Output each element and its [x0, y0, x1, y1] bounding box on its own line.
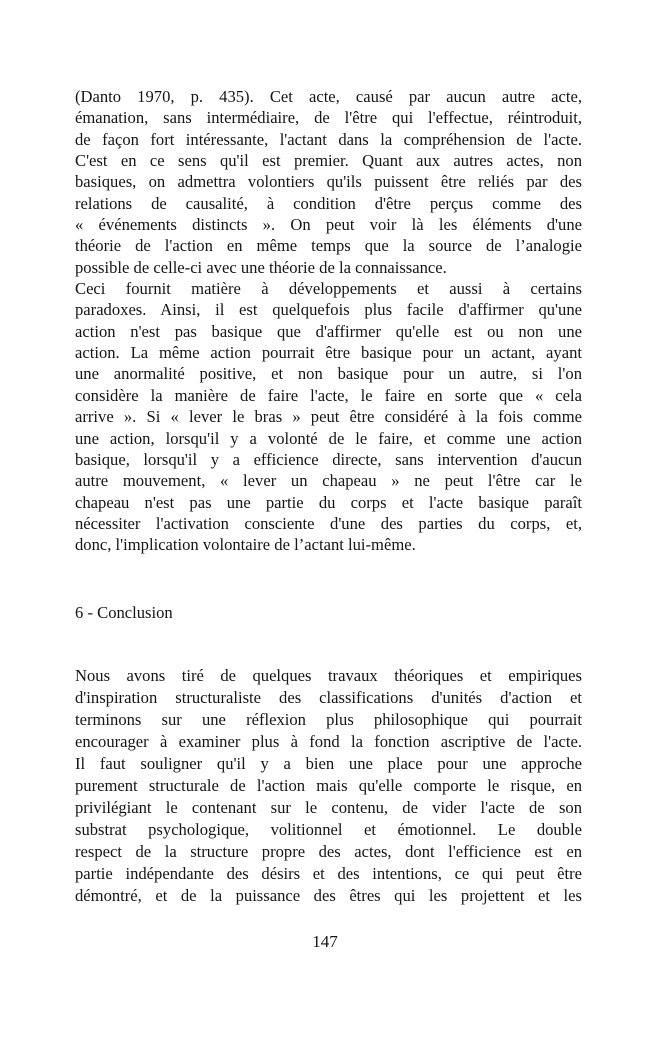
text-line: respect de la structure propre des actes, dont l'efficience est en — [75, 842, 582, 861]
text-line: encourager à examiner plus à fond la fonction ascriptive de l'acte. — [75, 732, 582, 751]
section-heading: 6 - Conclusion — [75, 603, 173, 622]
body-paragraph-1 — [75, 86, 582, 556]
text-line: Il faut souligner qu'il y a bien une place pour une approche — [75, 754, 582, 773]
text-line: Ceci fournit matière à développements et aussi à certains — [75, 279, 582, 299]
text-line: basique, lorsqu'il y a efficience directe, sans intervention d'aucun — [75, 449, 582, 469]
text-line: privilégiant le contenant sur le contenu, de vider l'acte de son — [75, 798, 582, 817]
text-line: arrive ». Si « lever le bras » peut être considéré à la fois comme — [75, 407, 582, 427]
text-line: une action, lorsqu'il y a volonté de le faire, et comme une action — [75, 428, 582, 448]
text-line: (Danto 1970, p. 435). Cet acte, causé par aucun autre acte, — [75, 87, 582, 106]
text-line: terminons sur une réflexion plus philosophique qui pourrait — [75, 710, 582, 729]
text-line: théorie de l'action en même temps que la source de l’analogie — [75, 236, 582, 256]
text-line: « événements distincts ». On peut voir là les éléments d'une — [75, 215, 582, 235]
text-line: basiques, on admettra volontiers qu'ils puissent être reliés par des — [75, 172, 582, 192]
text-line: nécessiter l'activation consciente d'une des parties du corps, et, — [75, 513, 582, 533]
body-paragraph-2 — [75, 665, 582, 907]
text-line: chapeau n'est pas une partie du corps et l'acte basique paraît — [75, 492, 582, 512]
text-line: de façon fort intéressante, l'actant dans la compréhension de l'acte. — [75, 129, 582, 149]
text-line: émanation, sans intermédiaire, de l'être qui l'effectue, réintroduit, — [75, 108, 582, 128]
text-line: d'inspiration structuraliste des classifications d'unités d'action et — [75, 688, 582, 707]
page-number: 147 — [312, 932, 338, 951]
text-line: action n'est pas basique que d'affirmer qu'elle est ou non une — [75, 321, 582, 341]
text-line: relations de causalité, à condition d'être perçus comme des — [75, 193, 582, 213]
text-line: une anormalité positive, et non basique pour un autre, si l'on — [75, 364, 582, 384]
text-line: paradoxes. Ainsi, il est quelquefois plus facile d'affirmer qu'une — [75, 300, 582, 320]
text-line: substrat psychologique, volitionnel et émotionnel. Le double — [75, 820, 582, 839]
text-line: autre mouvement, « lever un chapeau » ne peut l'être car le — [75, 471, 582, 491]
text-line: démontré, et de la puissance des êtres qui les projettent et les — [75, 886, 582, 905]
text-line: possible de celle-ci avec une théorie de la connaissance. — [75, 257, 447, 277]
text-line: C'est en ce sens qu'il est premier. Quant aux autres actes, non — [75, 151, 582, 171]
text-line: donc, l'implication volontaire de l’actant lui-même. — [75, 535, 416, 555]
text-line: action. La même action pourrait être basique pour un actant, ayant — [75, 343, 582, 363]
text-line: purement structurale de l'action mais qu'elle comporte le risque, en — [75, 776, 582, 795]
text-line: partie indépendante des désirs et des intentions, ce qui peut être — [75, 864, 582, 883]
text-line: Nous avons tiré de quelques travaux théoriques et empiriques — [75, 666, 582, 685]
text-line: considère la manière de faire l'acte, le faire en sorte que « cela — [75, 385, 582, 405]
